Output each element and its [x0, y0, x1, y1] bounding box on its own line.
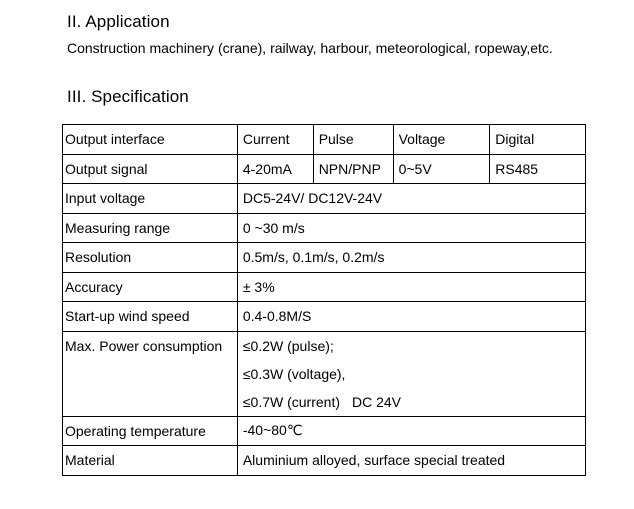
- max-power-value: [237, 331, 585, 416]
- measuring-range-value: 0 ~30 m/s: [237, 213, 585, 243]
- table-row: [63, 213, 586, 243]
- row-label-operating-temperature: Operating temperature: [63, 416, 238, 446]
- input-voltage-value: DC5-24V/ DC12V-24V: [237, 184, 585, 214]
- table-row: [63, 243, 586, 273]
- row-label-measuring-range: Measuring range: [63, 213, 238, 243]
- row-label-input-voltage: Input voltage: [63, 184, 238, 214]
- application-text: Construction machinery (crane), railway, harbour, meteorological, ropeway,etc.: [67, 40, 553, 56]
- row-label-output-signal: Output signal: [63, 154, 238, 184]
- table-row: [63, 416, 586, 446]
- output-signal-current: 4-20mA: [237, 154, 313, 184]
- specification-heading: III. Specification: [67, 87, 189, 106]
- max-power-line-current: ≤0.7W (current): [242, 393, 340, 410]
- row-label-accuracy: Accuracy: [63, 272, 238, 302]
- accuracy-value: ± 3%: [237, 272, 585, 302]
- row-label-resolution: Resolution: [63, 243, 238, 273]
- output-signal-digital: RS485: [490, 154, 586, 184]
- table-row: [63, 446, 586, 476]
- resolution-value: 0.5m/s, 0.1m/s, 0.2m/s: [237, 243, 585, 273]
- table-row: [63, 125, 586, 155]
- table-row: [63, 184, 586, 214]
- table-row: [63, 272, 586, 302]
- row-label-material: Material: [63, 446, 238, 476]
- table-row: [63, 331, 586, 416]
- application-heading: II. Application: [67, 12, 170, 31]
- max-power-line-pulse: ≤0.2W (pulse);: [242, 337, 334, 354]
- output-signal-voltage: 0~5V: [393, 154, 490, 184]
- operating-temperature-value: -40~80℃: [237, 416, 585, 446]
- output-interface-pulse: Pulse: [313, 125, 393, 155]
- output-signal-pulse: NPN/PNP: [313, 154, 393, 184]
- max-power-line-voltage: ≤0.3W (voltage),: [242, 365, 346, 382]
- output-interface-digital: Digital: [490, 125, 586, 155]
- startup-wind-speed-value: 0.4-0.8M/S: [237, 302, 585, 332]
- material-value: Aluminium alloyed, surface special treated: [237, 446, 585, 476]
- row-label-startup-wind-speed: Start-up wind speed: [63, 302, 238, 332]
- output-interface-voltage: Voltage: [393, 125, 490, 155]
- specification-table: [62, 124, 586, 476]
- max-power-line-current-row: [243, 388, 585, 416]
- table-row: [63, 154, 586, 184]
- max-power-supply-voltage: DC 24V: [352, 393, 402, 410]
- row-label-output-interface: Output interface: [63, 125, 238, 155]
- row-label-max-power: Max. Power consumption: [63, 331, 238, 416]
- table-row: [63, 302, 586, 332]
- output-interface-current: Current: [237, 125, 313, 155]
